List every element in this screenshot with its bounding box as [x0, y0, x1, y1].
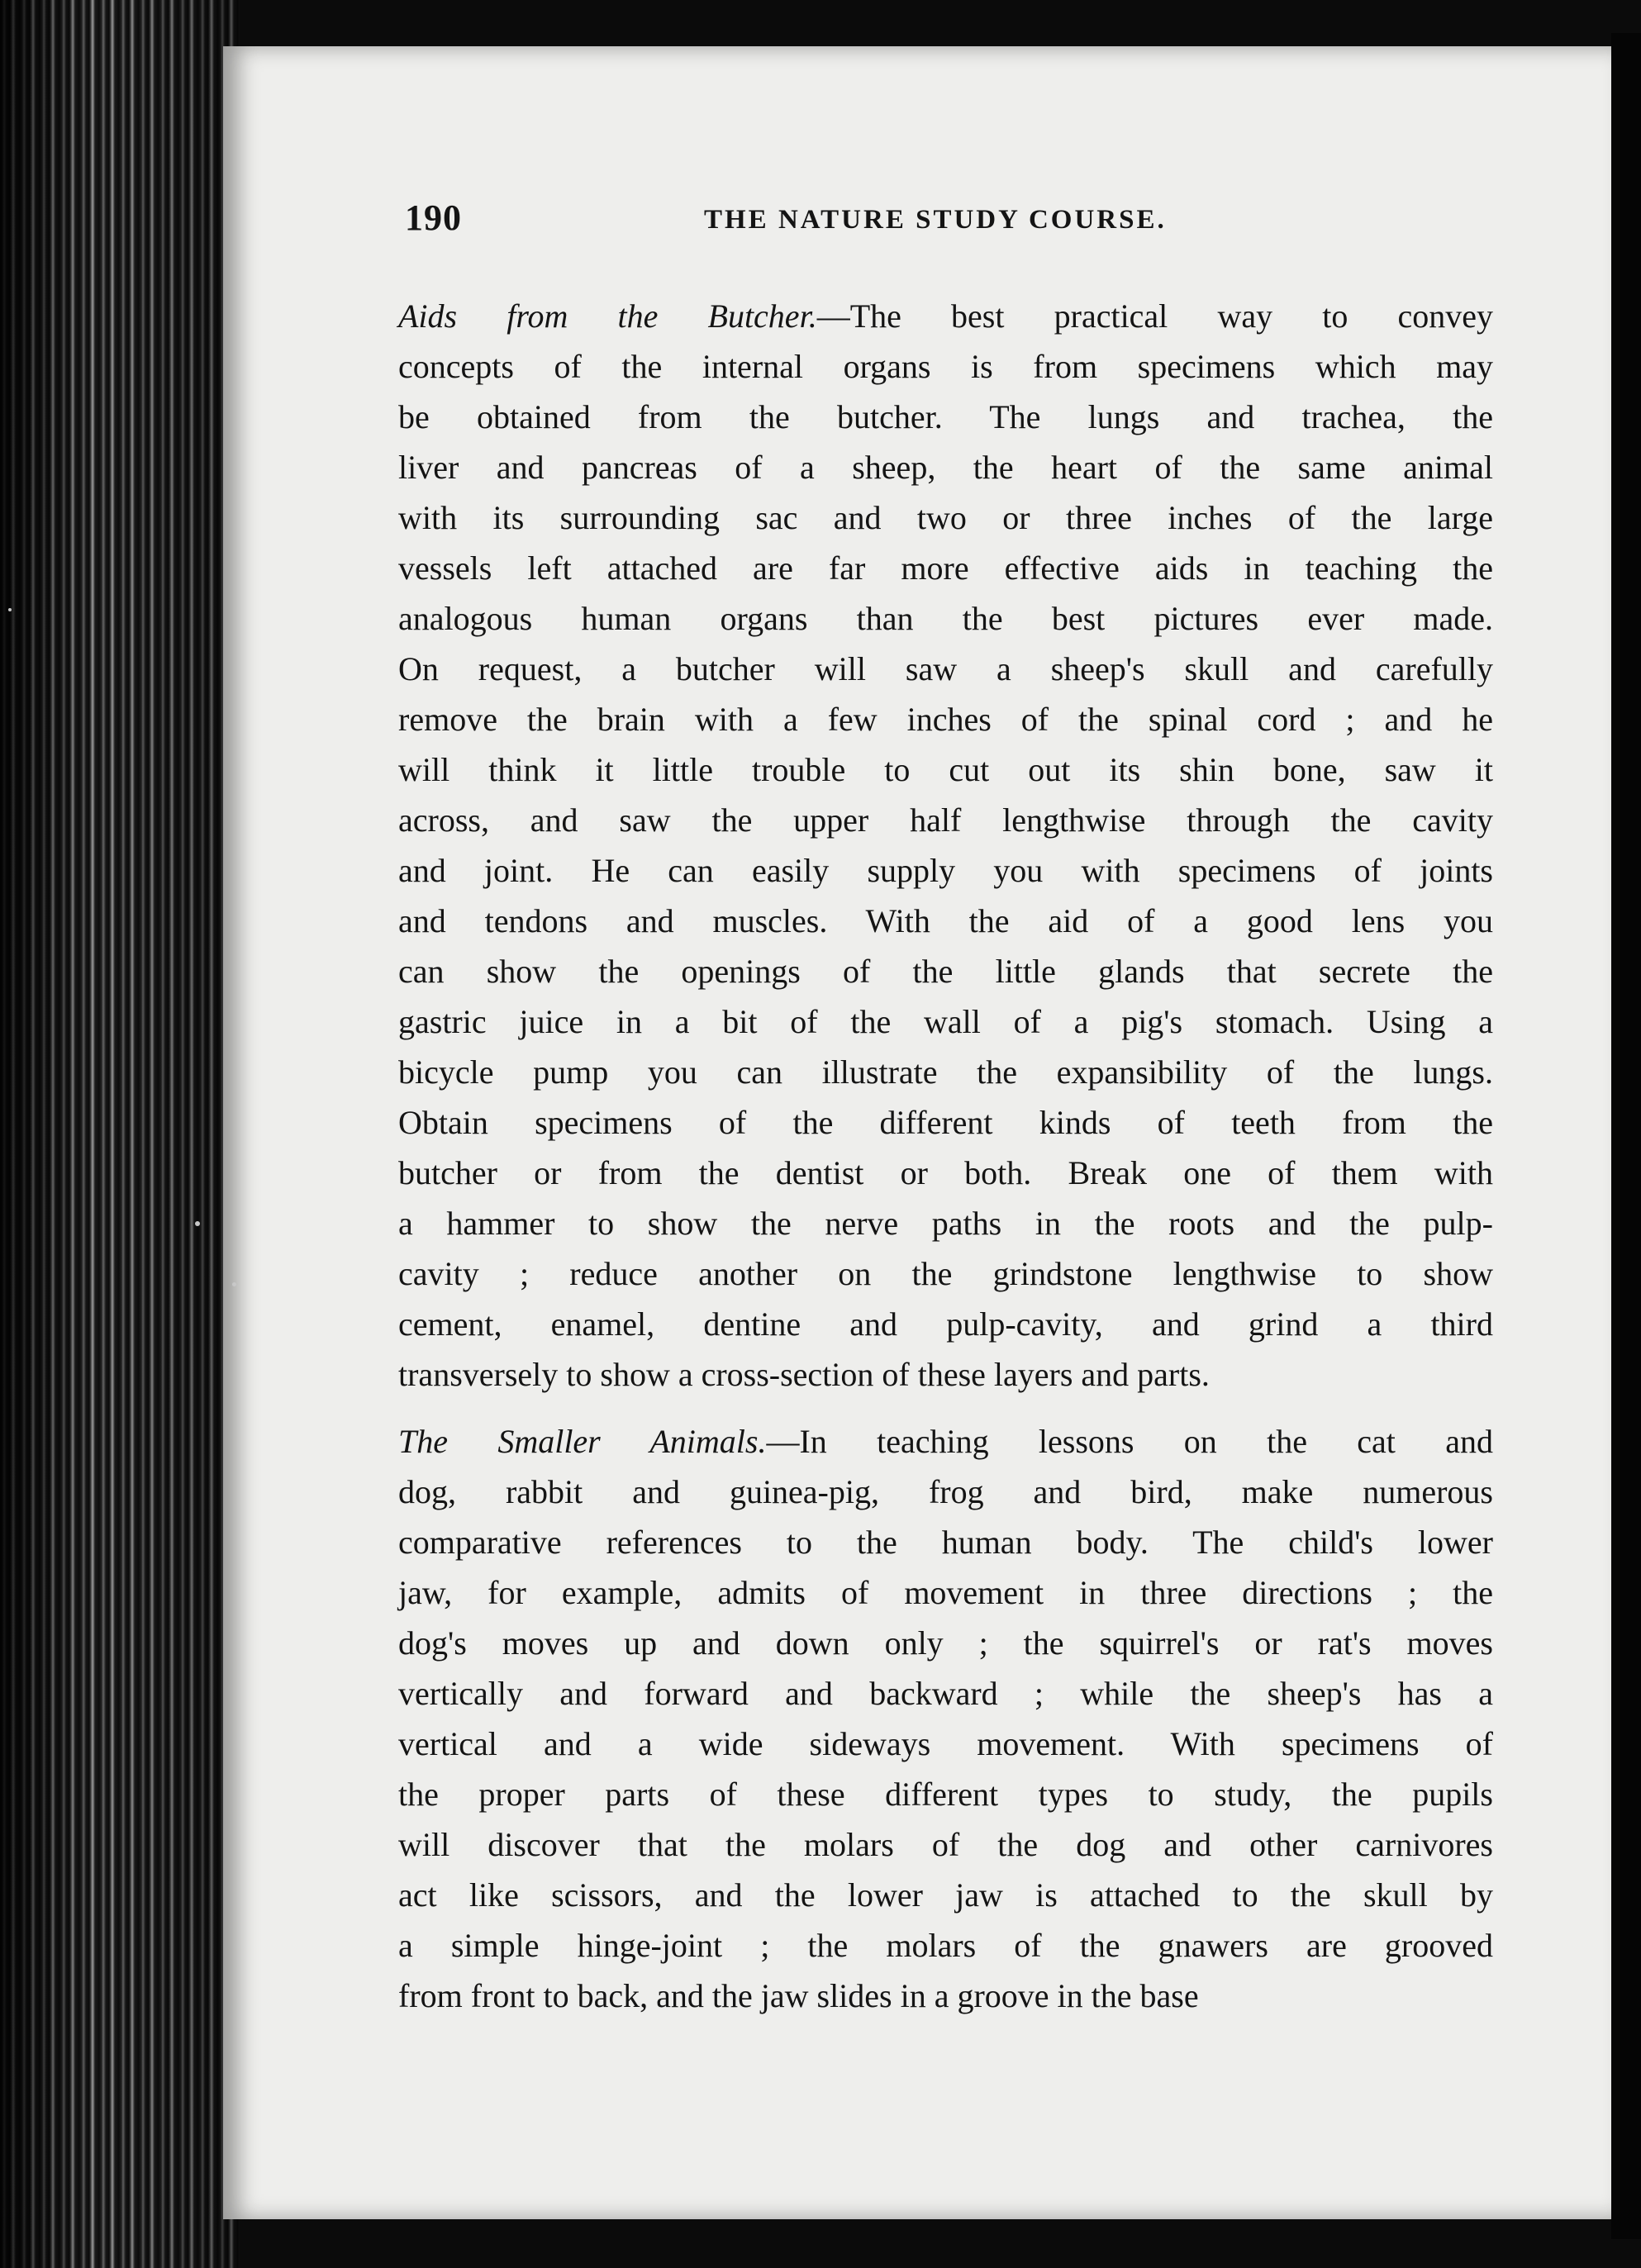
- text-line: [398, 291, 1493, 341]
- text-line: cement, enamel, dentine and pulp-cavity, and grind a third: [398, 1305, 1493, 1343]
- text-line: [398, 1416, 1493, 1467]
- text-line: with its surrounding sac and two or three inches of the large: [398, 499, 1493, 536]
- text-line: jaw, for example, admits of movement in three directions ; the: [398, 1574, 1493, 1611]
- text-line: remove the brain with a few inches of the spinal cord ; and he: [398, 701, 1493, 738]
- text-line: butcher or from the dentist or both. Break one of them with: [398, 1154, 1493, 1191]
- text-line: comparative references to the human body. The child's lower: [398, 1524, 1493, 1561]
- text-line-content: —In teaching lessons on the cat and: [766, 1423, 1493, 1460]
- section-heading: The Smaller Animals.: [398, 1423, 767, 1460]
- text-line: gastric juice in a bit of the wall of a pig's stomach. Using a: [398, 1003, 1493, 1040]
- text-line: transversely to show a cross-section of these layers and parts.: [398, 1356, 1210, 1393]
- text-line: analogous human organs than the best pictures ever made.: [398, 600, 1493, 637]
- scan-border: [1611, 33, 1641, 2239]
- text-line: will think it little trouble to cut out its shin bone, saw it: [398, 751, 1493, 788]
- page-header: [405, 197, 1603, 254]
- text-line-content: —The best practical way to convey: [816, 297, 1494, 335]
- dust-speck: [232, 1282, 236, 1286]
- paragraph-the-smaller-animals: [398, 1416, 1493, 2021]
- text-line: vertical and a wide sideways movement. With specimens of: [398, 1725, 1493, 1762]
- text-line: Obtain specimens of the different kinds of teeth from the: [398, 1104, 1493, 1141]
- section-heading: Aids from the Butcher.: [398, 297, 817, 335]
- paragraph-aids-from-the-butcher: [398, 291, 1493, 1400]
- dust-speck: [8, 608, 12, 611]
- text-line: cavity ; reduce another on the grindstone lengthwise to show: [398, 1255, 1493, 1292]
- text-line: and joint. He can easily supply you with specimens of joints: [398, 852, 1493, 889]
- text-line: a simple hinge-joint ; the molars of the gnawers are grooved: [398, 1927, 1493, 1964]
- text-line: can show the openings of the little glands that secrete the: [398, 953, 1493, 990]
- text-line: dog's moves up and down only ; the squirrel's or rat's moves: [398, 1624, 1493, 1662]
- text-line: from front to back, and the jaw slides in a groove in the base: [398, 1977, 1199, 2014]
- text-line: vertically and forward and backward ; while the sheep's has a: [398, 1675, 1493, 1712]
- text-line: will discover that the molars of the dog and other carnivores: [398, 1826, 1493, 1863]
- text-line: act like scissors, and the lower jaw is attached to the skull by: [398, 1876, 1493, 1914]
- text-line: bicycle pump you can illustrate the expansibility of the lungs.: [398, 1053, 1493, 1091]
- text-line: a hammer to show the nerve paths in the roots and the pulp-: [398, 1205, 1493, 1242]
- text-line: On request, a butcher will saw a sheep's skull and carefully: [398, 650, 1493, 687]
- running-title: THE NATURE STUDY COURSE.: [704, 205, 1167, 235]
- text-line: dog, rabbit and guinea-pig, frog and bird, make numerous: [398, 1473, 1493, 1510]
- page-number: 190: [405, 197, 462, 238]
- text-line: concepts of the internal organs is from specimens which may: [398, 348, 1493, 385]
- text-line: across, and saw the upper half lengthwise through the cavity: [398, 801, 1493, 839]
- text-line: and tendons and muscles. With the aid of a good lens you: [398, 902, 1493, 939]
- binding-shadow: [0, 0, 240, 2268]
- text-line: the proper parts of these different types to study, the pupils: [398, 1776, 1493, 1813]
- dust-speck: [195, 1221, 200, 1226]
- body-text: [398, 291, 1493, 2021]
- text-line: be obtained from the butcher. The lungs and trachea, the: [398, 398, 1493, 435]
- text-line: vessels left attached are far more effective aids in teaching the: [398, 549, 1493, 587]
- text-line: liver and pancreas of a sheep, the heart of the same animal: [398, 449, 1493, 486]
